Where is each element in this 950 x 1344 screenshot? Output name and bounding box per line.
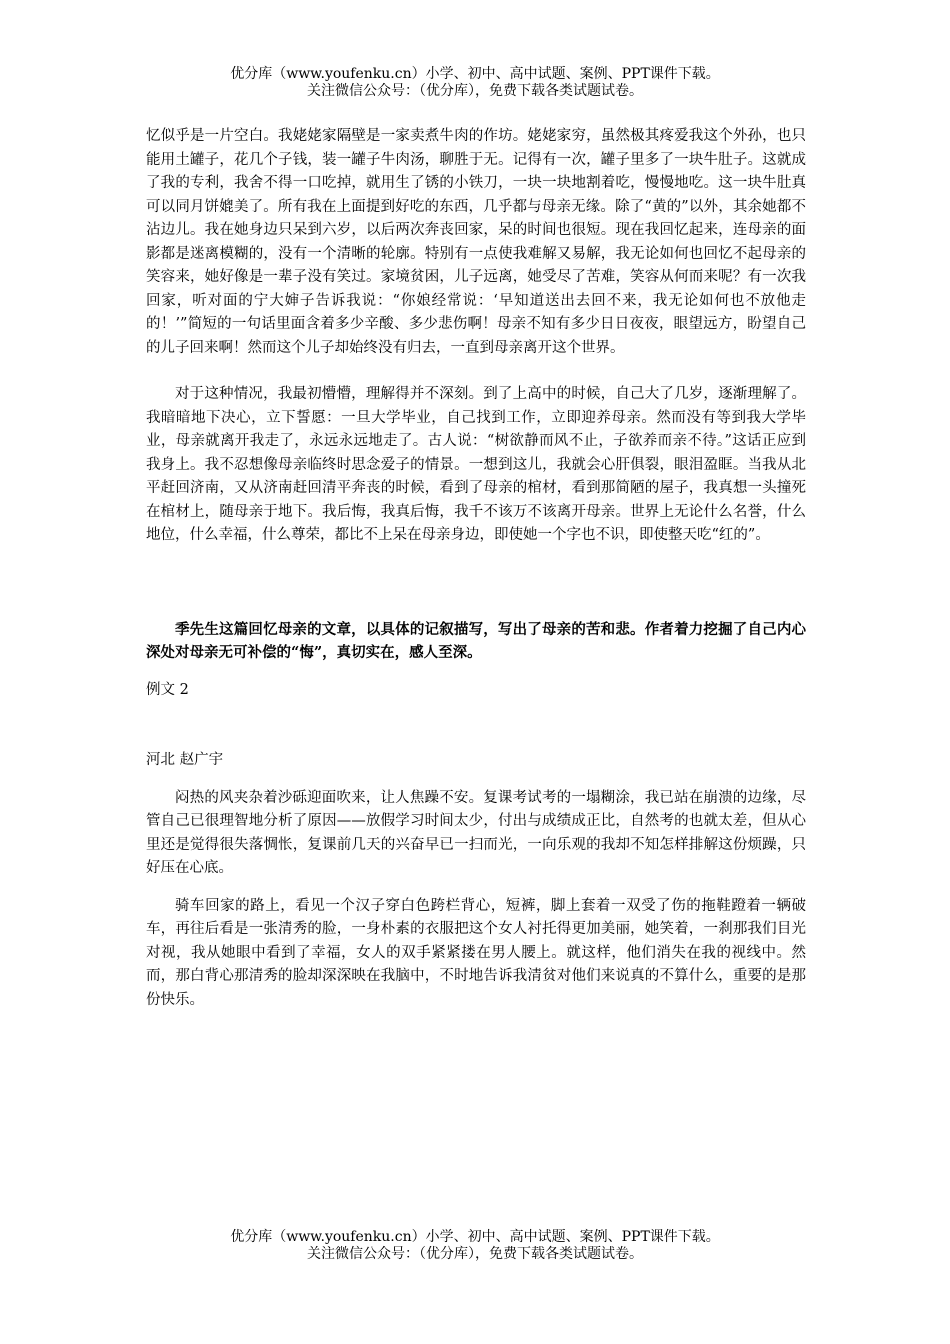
commentary-paragraph: 季先生这篇回忆母亲的文章，以具体的记叙描写，写出了母亲的苦和悲。作者着力挖掘了自己内心深处对母亲无可补偿的“悔”，真切实在，感人至深。 [146,620,806,661]
document-body [146,125,806,1012]
paragraph-memory-of-mother: 忆似乎是一片空白。我姥姥家隔壁是一家卖煮牛肉的作坊。姥姥家穷，虽然极其疼爱我这个外孙，也只能用土罐子，花几个子钱，装一罐子牛肉汤，聊胜于无。记得有一次，罐子里多了一块牛肚子。这就成了我的专利，我舍不得一口吃掉，就用生了锈的小铁刀，一块一块地割着吃，慢慢地吃。这一块牛肚真可以同月饼媲美了。所有我在上面提到好吃的东西，几乎都与母亲无缘。除了“黄的”以外，其余她都不沾边儿。我在她身边只呆到六岁，以后两次奔丧回家，呆的时间也很短。现在我回忆起来，连母亲的面影都是迷离模糊的，没有一个清晰的轮廓。特别有一点使我难解又易解，我无论如何也回忆不起母亲的笑容来，她好像是一辈子没有笑过。家境贫困，儿子远离，她受尽了苦难，笑容从何而来呢？有一次我回家，听对面的宁大婶子告诉我说：“你娘经常说：‘早知道送出去回不来，我无论如何也不放他走的！’”简短的一句话里面含着多少辛酸、多少悲伤啊！母亲不知有多少日日夜夜，眼望远方，盼望自己的儿子回来啊！然而这个儿子却始终没有归去，一直到母亲离开这个世界。 [146,128,806,356]
paragraph-ride-home: 骑车回家的路上，看见一个汉子穿白色跨栏背心，短裤，脚上套着一双受了伤的拖鞋蹬着一辆破车，再往后看是一张清秀的脸，一身朴素的衣服把这个女人衬托得更加美丽，她笑着，一刹那我们目光对视，我从她眼中看到了幸福，女人的双手紧紧搂在男人腰上。就这样，他们消失在我的视线中。然而，那白背心那清秀的脸却深深映在我脑中，不时地告诉我清贫对他们来说真的不算什么，重要的是那份快乐。 [146,897,806,1008]
author-line: 河北 赵广宇 [146,752,224,768]
spacer [146,548,806,618]
spacer [146,702,806,749]
paragraph-exam-mood: 闷热的风夹杂着沙砾迎面吹来，让人焦躁不安。复课考试考的一塌糊涂，我已站在崩溃的边缘，尽管自己已很理智地分析了原因——放假学习时间太少，付出与成绩成正比，自然考的也就太差，但从心里还是觉得很失落惆怅，复课前几天的兴奋早已一扫而光，一向乐观的我却不知怎样排解这份烦躁，只好压在心底。 [146,789,806,876]
example-label: 例文 2 [146,681,189,698]
spacer [146,773,806,787]
spacer [146,881,806,895]
page-header [0,66,950,100]
footer-line-1: 优分库（www.youfenku.cn）小学、初中、高中试题、案例、PPT课件下载。 [230,1229,720,1245]
paragraph-regret: 对于这种情况，我最初懵懵，理解得并不深刻。到了上高中的时候，自己大了几岁，逐渐理解了。我暗暗地下决心，立下誓愿：一旦大学毕业，自己找到工作，立即迎养母亲。然而没有等到我大学毕业，母亲就离开我走了，永远永远地走了。古人说：“树欲静而风不止，子欲养而亲不待。”这话正应到我身上。我不忍想像母亲临终时思念爱子的情景。一想到这儿，我就会心肝俱裂，眼泪盈眶。当我从北平赶回济南，又从济南赶回清平奔丧的时候，看到了母亲的棺材，看到那简陋的屋子，我真想一头撞死在棺材上，随母亲于地下。我后悔，我真后悔，我千不该万不该离开母亲。世界上无论什么名誉，什么地位，什么幸福，什么尊荣，都比不上呆在母亲身边，即使她一个字也不识，即使整天吃“红的”。 [146,386,806,543]
footer-line-2: 关注微信公众号：（优分库），免费下载各类试题试卷。 [307,1246,643,1262]
spacer [146,360,806,383]
header-line-2: 关注微信公众号：（优分库），免费下载各类试题试卷。 [307,83,643,99]
spacer [146,665,806,679]
header-line-1: 优分库（www.youfenku.cn）小学、初中、高中试题、案例、PPT课件下载。 [230,66,720,82]
page-footer [0,1229,950,1263]
